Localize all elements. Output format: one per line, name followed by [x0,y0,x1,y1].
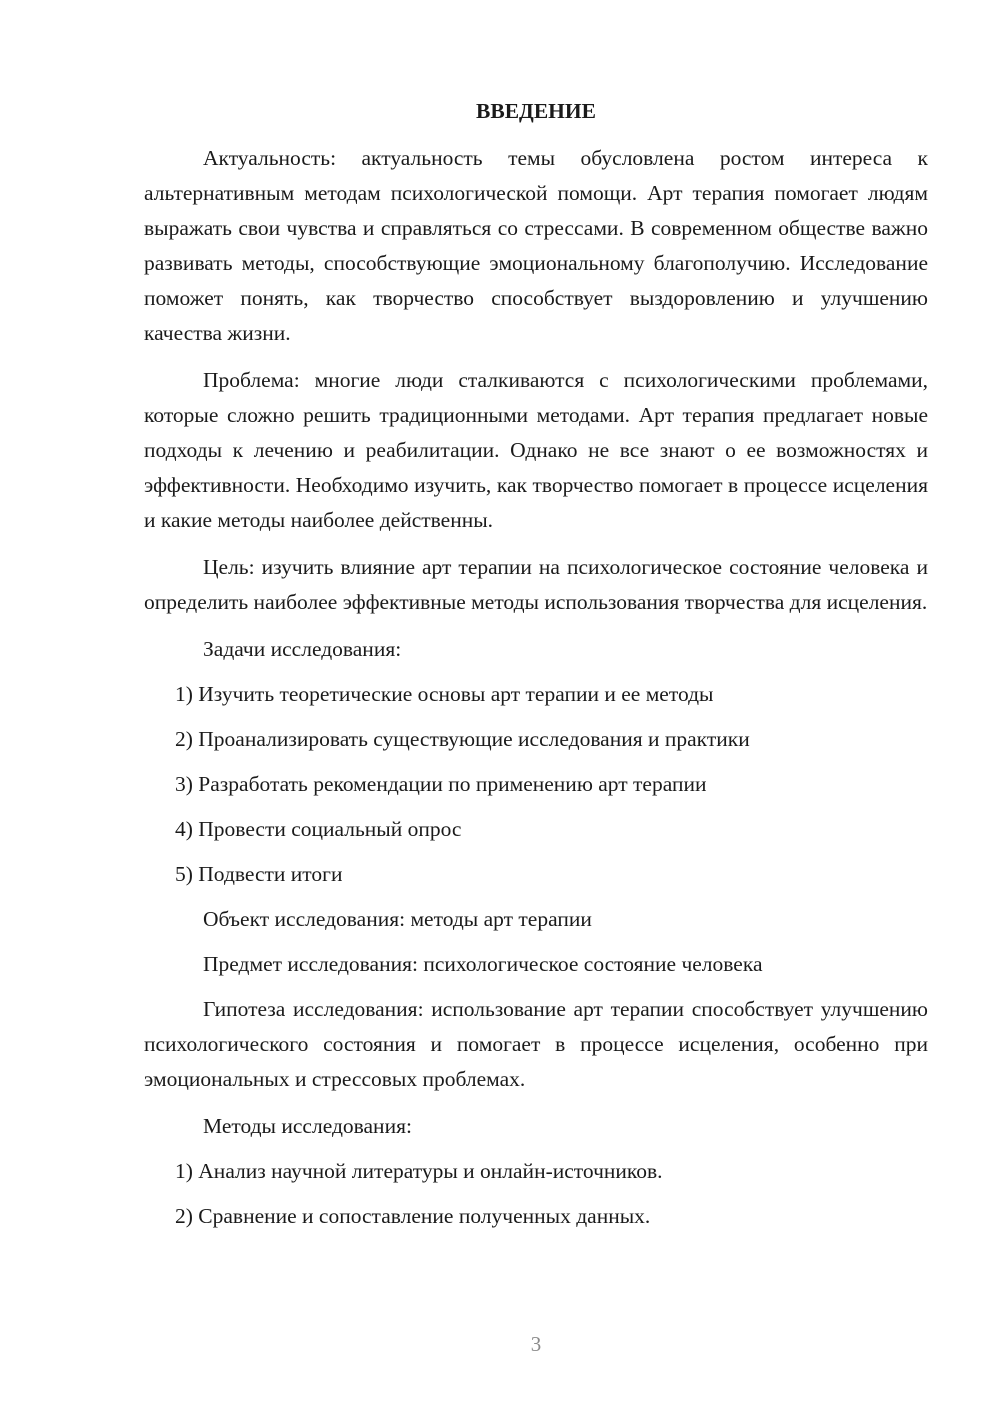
method-item-1: 1) Анализ научной литературы и онлайн-источников. [175,1159,663,1183]
paragraph-problem: Проблема: многие люди сталкиваются с психологическими проблемами, которые сложно решить традиционными методами. Арт терапия предлагает новые подходы к лечению и реабилитации. Однако не все знают о ее возможностях и эффективности. Необходимо изучить, как творчество помогает в процессе исцеления и какие методы наиболее действенны. [144,368,928,532]
paragraph-goal: Цель: изучить влияние арт терапии на психологическое состояние человека и определить наиболее эффективные методы использования творчества для исцеления. [144,555,928,614]
task-item-3: 3) Разработать рекомендации по применению арт терапии [175,772,707,796]
document-page [144,94,928,1244]
method-item-2: 2) Сравнение и сопоставление полученных данных. [175,1204,651,1228]
page-number: 3 [530,1332,542,1356]
methods-heading: Методы исследования: [203,1114,412,1138]
tasks-heading: Задачи исследования: [203,637,402,661]
task-item-2: 2) Проанализировать существующие исследования и практики [175,727,750,751]
task-item-5: 5) Подвести итоги [175,862,343,886]
section-title: ВВЕДЕНИЕ [476,99,596,123]
research-object: Объект исследования: методы арт терапии [203,907,592,931]
research-subject: Предмет исследования: психологическое состояние человека [203,952,763,976]
paragraph-hypothesis: Гипотеза исследования: использование арт терапии способствует улучшению психологического состояния и помогает в процессе исцеления, особенно при эмоциональных и стрессовых проблемах. [144,997,928,1091]
task-item-4: 4) Провести социальный опрос [175,817,462,841]
paragraph-relevance: Актуальность: актуальность темы обусловлена ростом интереса к альтернативным методам психологической помощи. Арт терапия помогает людям выражать свои чувства и справляться со стрессами. В современном обществе важно развивать методы, способствующие эмоциональному благополучию. Исследование поможет понять, как творчество способствует выздоровлению и улучшению качества жизни. [144,146,928,345]
task-item-1: 1) Изучить теоретические основы арт терапии и ее методы [175,682,714,706]
